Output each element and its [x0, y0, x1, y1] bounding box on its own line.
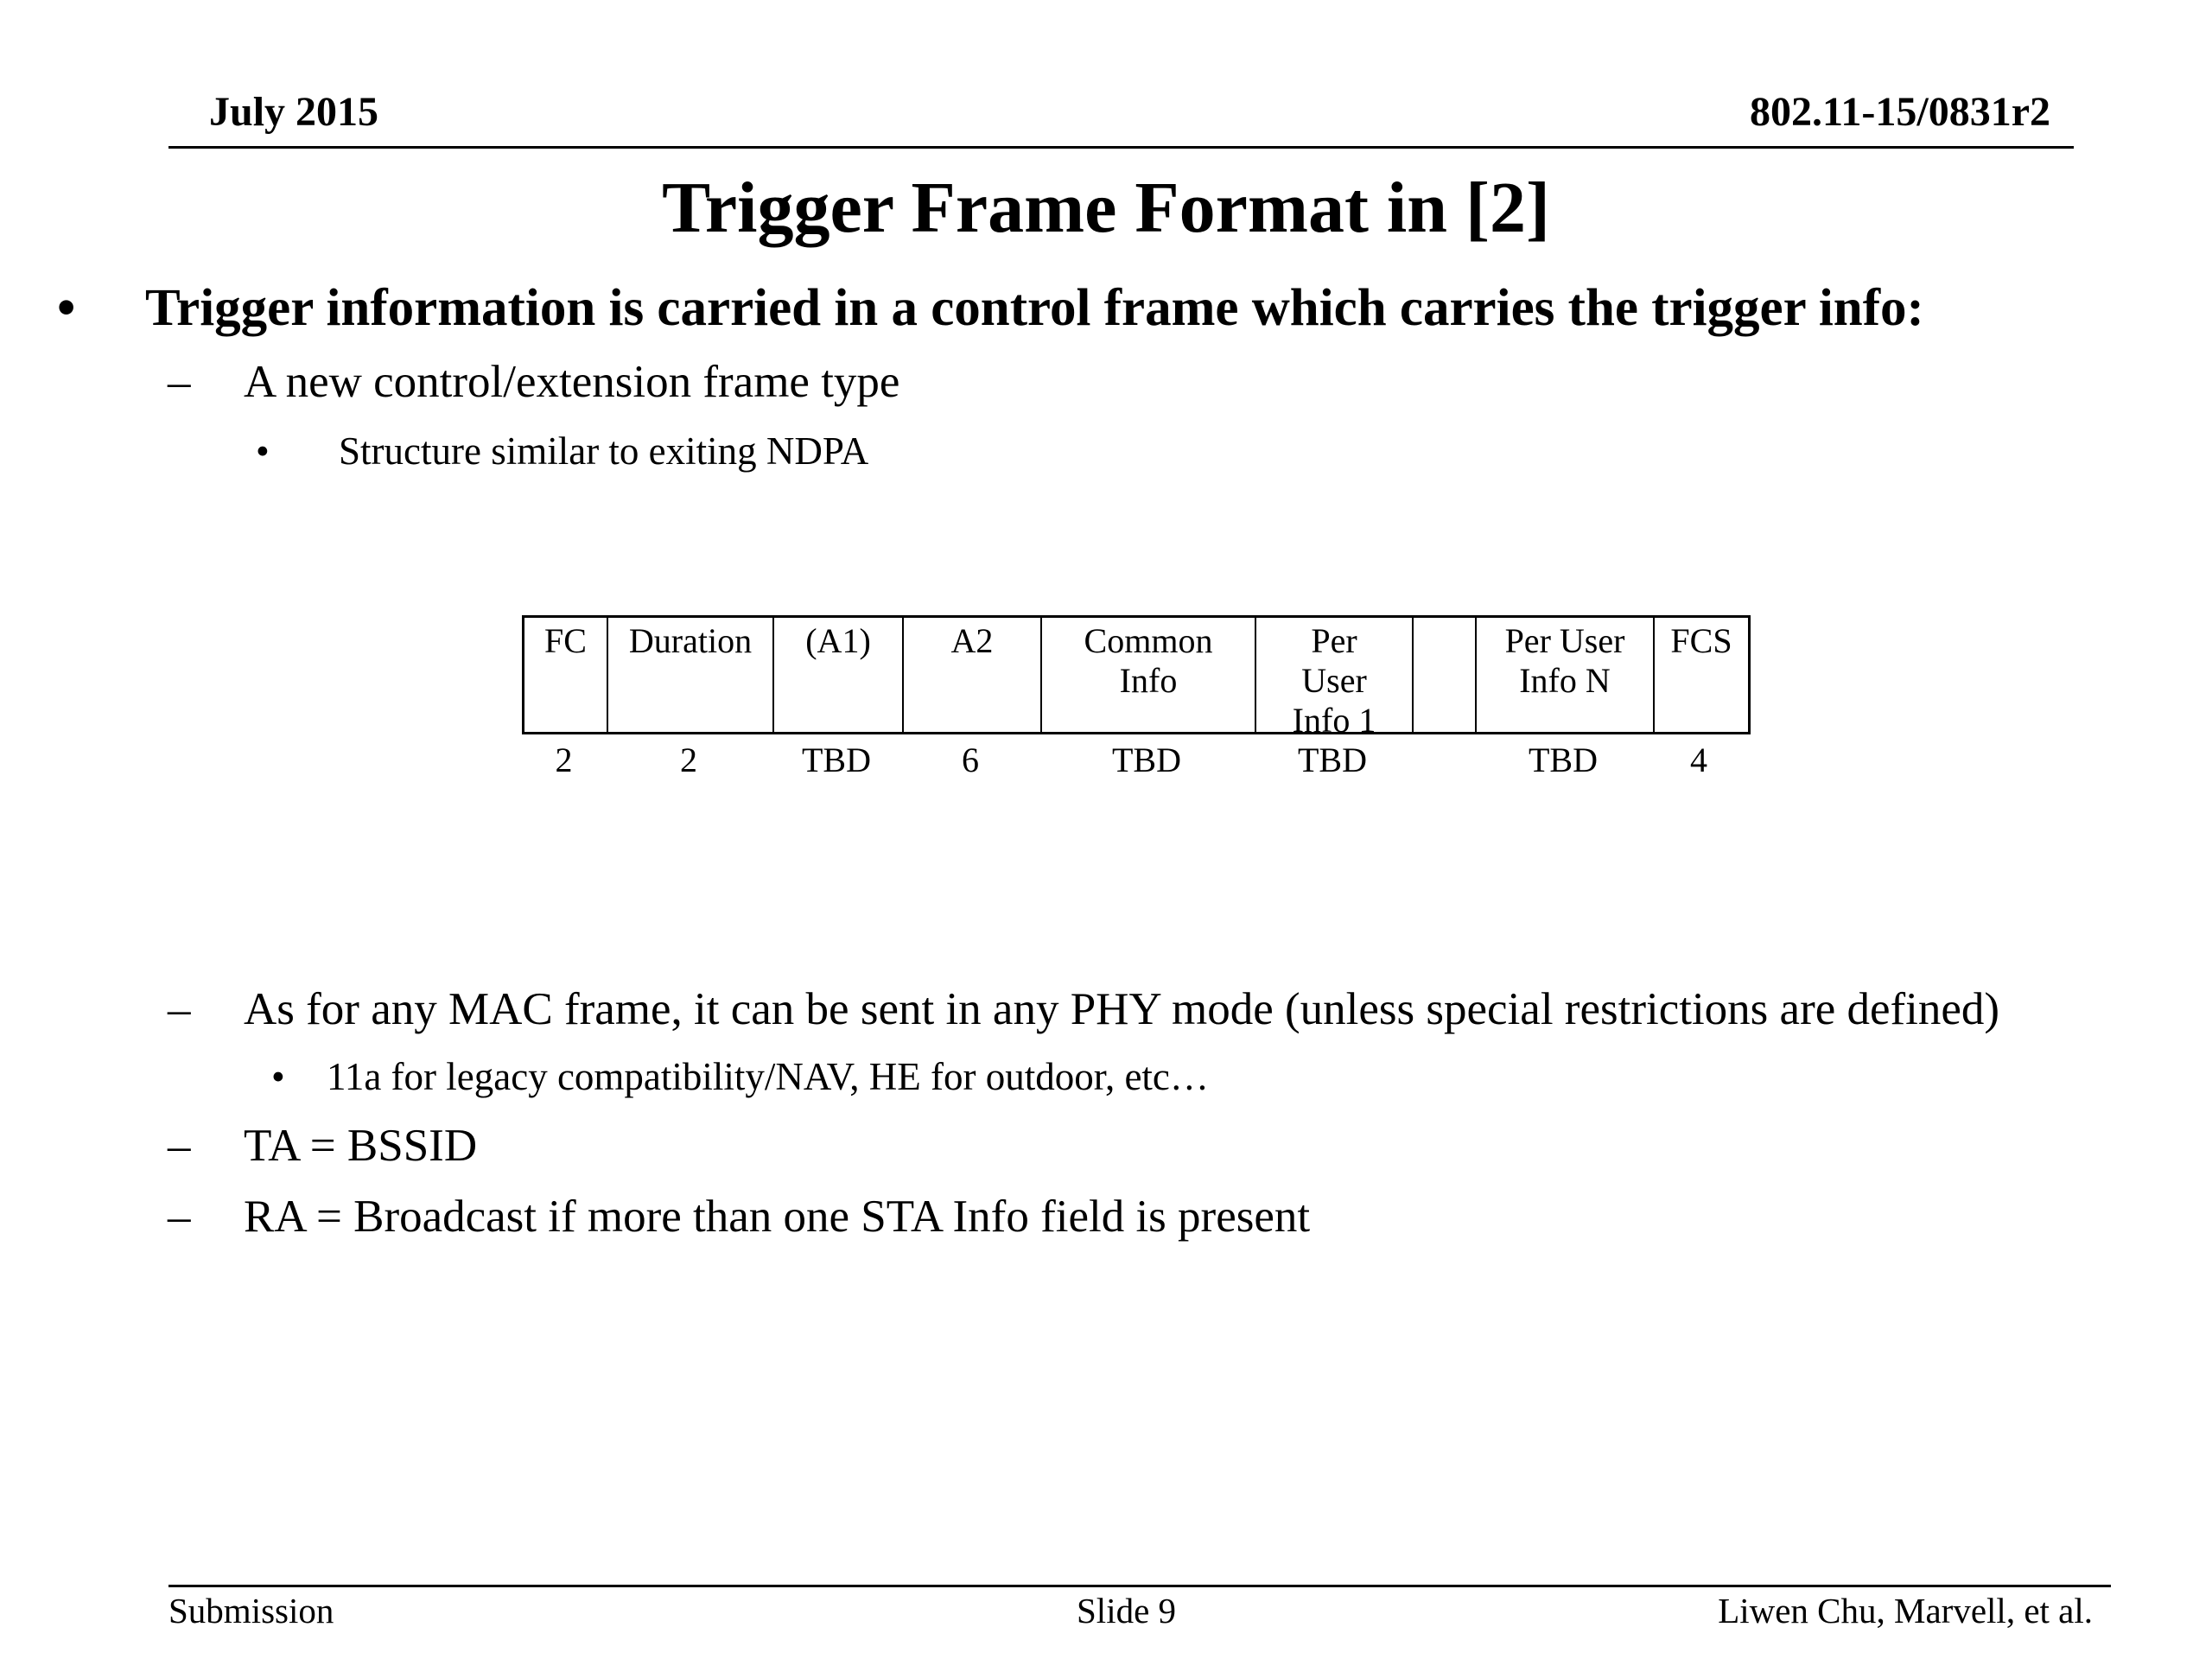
footer-author: Liwen Chu, Marvell, et al. — [1718, 1591, 2093, 1630]
field-ellipsis-gap — [1414, 618, 1477, 732]
header-doc-number: 802.11-15/0831r2 — [1750, 89, 2050, 135]
size-fcs: 4 — [1690, 741, 1707, 779]
footer-submission: Submission — [168, 1591, 334, 1630]
header-date: July 2015 — [209, 89, 379, 135]
dash-icon: – — [168, 357, 191, 407]
field-fc: FC — [524, 618, 608, 732]
size-per-user-info-n: TBD — [1529, 741, 1598, 779]
size-duration: 2 — [680, 741, 697, 779]
field-per-user-info-1: Per User Info 1 — [1256, 618, 1414, 732]
dash-icon: – — [168, 1121, 191, 1171]
size-common-info: TBD — [1112, 741, 1181, 779]
bullet-ta-bssid: TA = BSSID — [244, 1121, 478, 1171]
field-fcs: FCS — [1670, 621, 1732, 660]
field-duration: Duration — [608, 618, 774, 732]
size-per-user-info-1: TBD — [1298, 741, 1367, 779]
bullet-dot-icon: • — [57, 279, 76, 337]
bullet-ra-broadcast: RA = Broadcast if more than one STA Info field is present — [244, 1192, 1311, 1242]
bullet-new-frame-type: A new control/extension frame type — [244, 357, 900, 407]
bullet-structure-ndpa: Structure similar to exiting NDPA — [339, 429, 869, 473]
field-a1: (A1) — [774, 618, 904, 732]
dash-icon: – — [168, 984, 191, 1034]
size-fc: 2 — [555, 741, 573, 779]
field-per-user-info-n: Per User Info N — [1477, 618, 1655, 732]
field-a2: A2 — [904, 618, 1042, 732]
field-common-info: Common Info — [1042, 618, 1256, 732]
footer-rule — [168, 1585, 2111, 1587]
bullet-dot-icon: • — [256, 429, 270, 473]
slide-title: Trigger Frame Format in [2] — [662, 168, 1550, 248]
bullet-11a-legacy: 11a for legacy compatibility/NAV, HE for outdoor, etc… — [327, 1055, 1209, 1098]
size-a2: 6 — [962, 741, 979, 779]
bullet-phy-mode: As for any MAC frame, it can be sent in any PHY mode (unless special restrictions are defined) — [244, 984, 2000, 1034]
size-a1: TBD — [802, 741, 871, 779]
dash-icon: – — [168, 1192, 191, 1242]
bullet-dot-icon: • — [271, 1055, 285, 1098]
footer-slide-number: Slide 9 — [1077, 1591, 1177, 1630]
bullet-trigger-info: Trigger information is carried in a control frame which carries the trigger info: — [145, 279, 1924, 337]
frame-format-diagram — [522, 615, 1751, 740]
header-rule — [168, 146, 2074, 149]
